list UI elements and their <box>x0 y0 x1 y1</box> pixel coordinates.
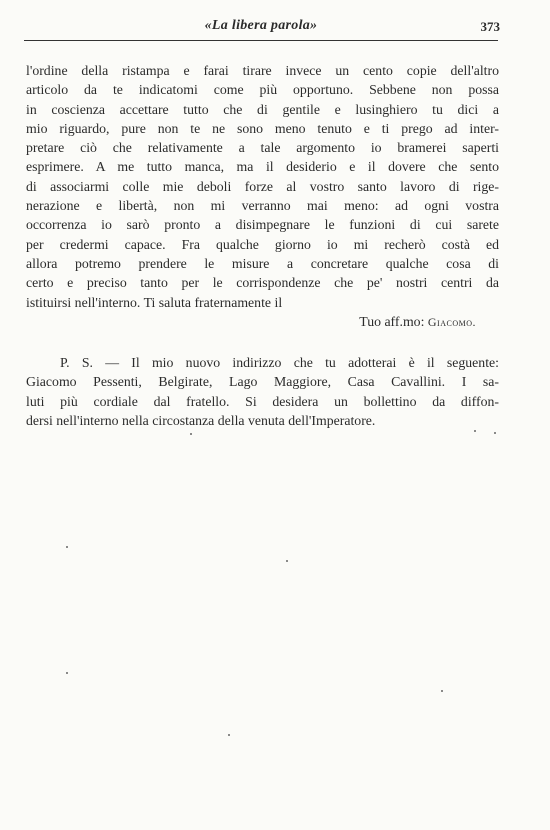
paper-speck <box>286 560 288 562</box>
text-line: mio riguardo, pure non te ne sono meno tenuto e ti prego ad inter- <box>26 120 499 136</box>
paper-speck <box>228 734 230 736</box>
text-line: allora potremo prendere le misure a concretare qualche cosa di <box>26 255 499 271</box>
page-header <box>24 18 498 40</box>
text-line: pretare ciò che relativamente a tale argomento io bramerei saperti <box>26 140 499 156</box>
postscript-line: P. S. — Il mio nuovo indirizzo che tu adotterai è il seguente: <box>60 355 499 370</box>
text-line: per credermi capace. Fra qualche giorno io mi recherò costà ed <box>26 236 499 252</box>
page-number: 373 <box>480 19 500 34</box>
signature-prefix: Tuo aff.mo: <box>359 314 425 329</box>
text-line: occorrenza io sarò pronto a disimpegnare le funzioni di cui sarete <box>26 217 499 233</box>
paper-speck <box>494 432 496 434</box>
text-line: l'ordine della ristampa e farai tirare invece un cento copie dell'altro <box>26 63 499 78</box>
text-line: certo e preciso tanto per le corrispondenze che pe' nostri centri da <box>26 275 499 291</box>
header-rule <box>24 40 498 41</box>
text-line: in coscienza accettare tutto che di gentile e lusinghiero tu dici a <box>26 101 499 117</box>
signature-name: Giacomo. <box>427 315 476 329</box>
paper-speck <box>66 672 68 674</box>
text-line: istituirsi nell'interno. Ti saluta fraternamente il <box>26 294 283 310</box>
postscript-line: dersi nell'interno nella circostanza della venuta dell'Imperatore. <box>26 412 376 428</box>
postscript <box>26 353 499 430</box>
paper-speck <box>474 430 476 432</box>
postscript-line: Giacomo Pessenti, Belgirate, Lago Maggiore, Casa Cavallini. I sa- <box>26 374 499 390</box>
text-line: di associarmi colle mie deboli forze al vostro santo lavoro di rige- <box>26 178 499 194</box>
running-title: «La libera parola» <box>204 18 318 33</box>
text-line: nerazione e libertà, non mi verranno mai meno: ad ogni vostra <box>26 198 499 214</box>
letter-body <box>26 61 499 312</box>
paper-speck <box>190 433 192 435</box>
postscript-line: luti più cordiale dal fratello. Si desidera un bollettino da diffon- <box>26 393 499 409</box>
text-line: esprimere. A me tutto manca, ma il desiderio e il dovere che sento <box>26 159 499 175</box>
signature <box>359 314 476 330</box>
text-line: articolo da te indicatomi come più opportuno. Sebbene non possa <box>26 82 499 98</box>
paper-speck <box>66 546 68 548</box>
paper-speck <box>441 690 443 692</box>
